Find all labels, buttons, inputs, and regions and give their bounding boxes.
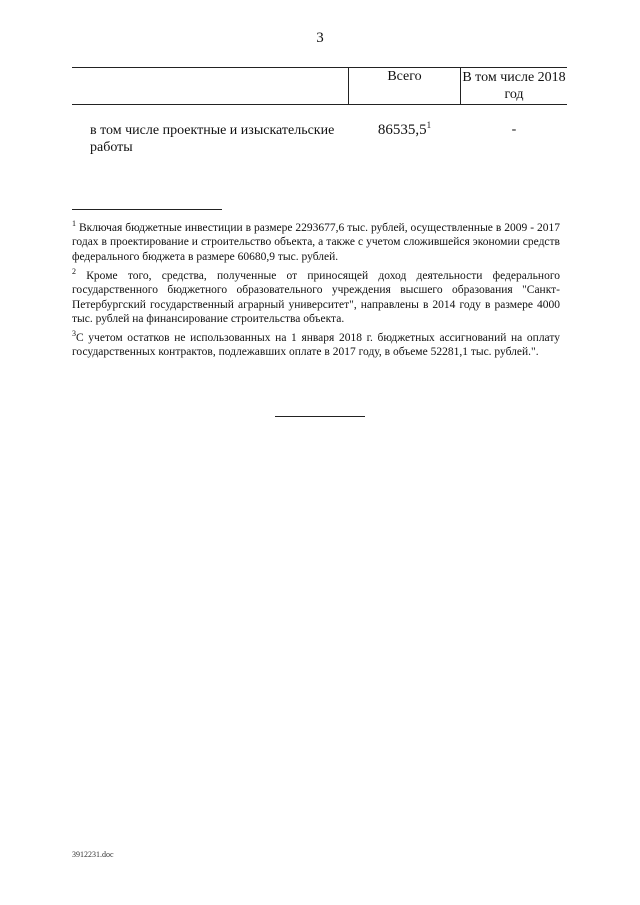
footnote-mark: 1: [72, 219, 76, 228]
column-header-including-2018: В том числе 2018 год: [462, 70, 566, 102]
table-row-2018-value: -: [511, 122, 517, 137]
column-header-total: Всего: [387, 69, 422, 84]
table-row-total: [349, 120, 460, 139]
footnote-2: [72, 265, 560, 327]
table-header-rule: [72, 104, 567, 105]
footnote-separator: [72, 209, 222, 210]
footnote-text: Кроме того, средства, полученные от приносящей доход деятельности федерального государственного бюджетного образовательного учреждения высшего образования "Санкт-Петербургский государственный аграрный университет", направлены в 2014 году в размере 4000 тыс. рублей на финансирование строительства объекта.: [72, 269, 561, 326]
footnotes: [72, 217, 560, 360]
document-id: 3912231.doc: [72, 850, 114, 859]
footnote-mark: 1: [426, 120, 432, 130]
footnote-3: [72, 327, 560, 360]
footnote-mark: 3: [72, 328, 76, 338]
footnote-1: [72, 217, 560, 265]
page-number: 3: [316, 30, 324, 46]
footnote-text: С учетом остатков не использованных на 1 января 2018 г. бюджетных ассигнований на оплату государственных контрактов, подлежавших оплате в 2017 году, в объеме 52281,1 тыс. рублей.".: [72, 331, 560, 359]
footnote-mark: 2: [72, 266, 76, 276]
table-row-label: в том числе проектные и изыскательские работы: [90, 123, 335, 155]
total-value: 86535,5: [377, 122, 427, 138]
footnote-text: Включая бюджетные инвестиции в размере 2293677,6 тыс. рублей, осуществленные в 2009 - 2017 годах в проектирование и строительство объекта, а также с учетом сложившейся экономии средств федерального бюджета в размере 60680,9 тыс. рублей.: [72, 221, 561, 264]
end-of-document-line: [275, 416, 365, 417]
table-top-rule: [72, 67, 567, 68]
